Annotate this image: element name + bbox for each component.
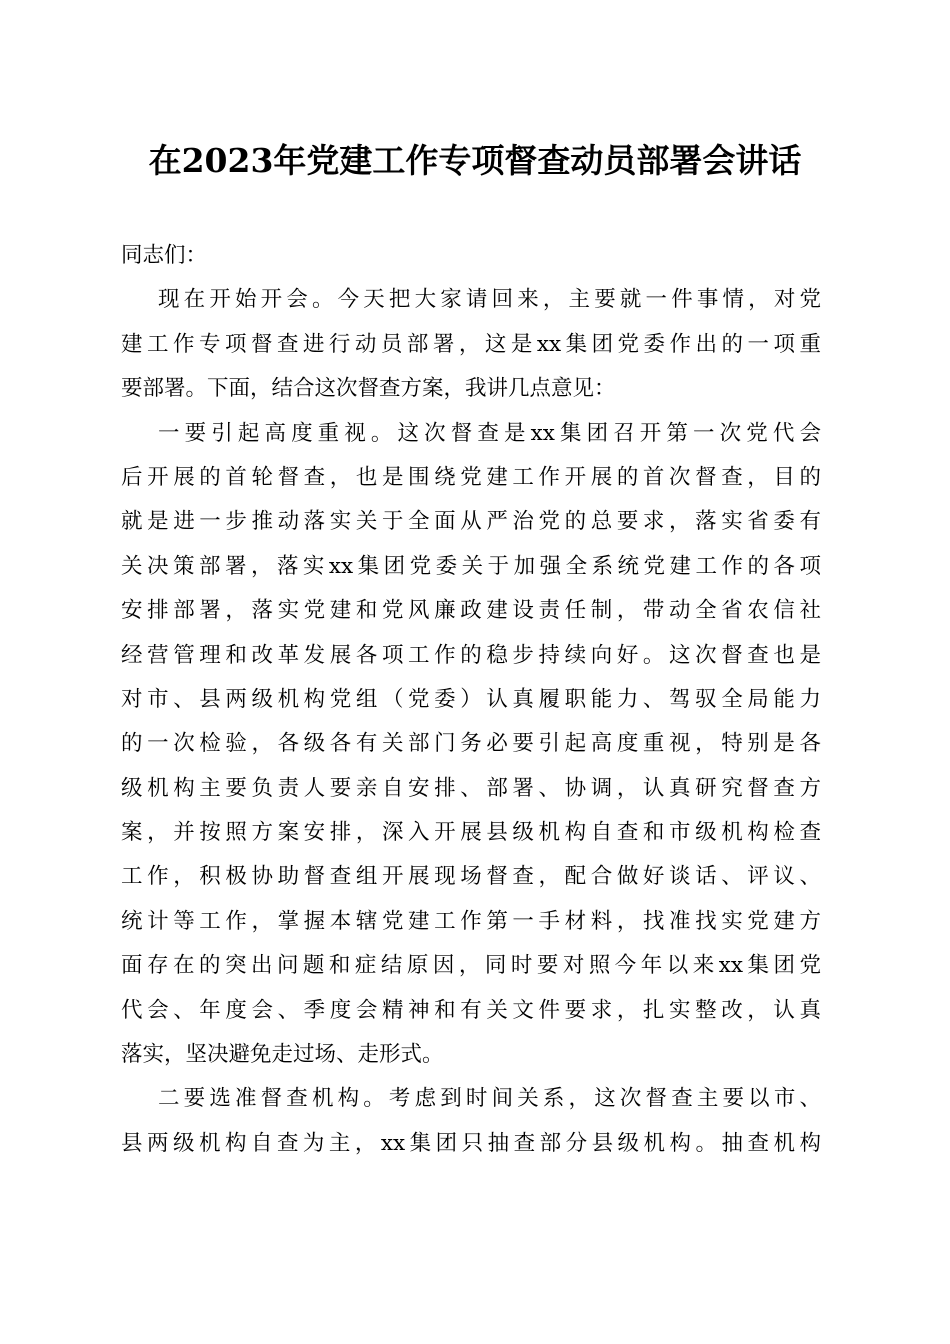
text-line: 二要选准督查机构。考虑到时间关系，这次督查主要以市、	[158, 1086, 821, 1112]
text-line: 落实，坚决避免走过场、走形式。	[121, 1042, 444, 1068]
salutation: 同志们：	[121, 243, 208, 268]
text-line: 的一次检验，各级各有关部门务必要引起高度重视，特别是各	[121, 731, 821, 757]
text-line: 统计等工作，掌握本辖党建工作第一手材料，找准找实党建方	[121, 908, 821, 934]
text-line: 建工作专项督查进行动员部署，这是xx集团党委作出的一项重	[121, 331, 821, 357]
text-line: 工作，积极协助督查组开展现场督查，配合做好谈话、评议、	[121, 864, 821, 890]
text-line: 对市、县两级机构党组（党委）认真履职能力、驾驭全局能力	[121, 686, 821, 712]
text-line: 面存在的突出问题和症结原因，同时要对照今年以来xx集团党	[121, 953, 821, 979]
text-line: 一要引起高度重视。这次督查是xx集团召开第一次党代会	[158, 420, 821, 446]
text-line: 经营管理和改革发展各项工作的稳步持续向好。这次督查也是	[121, 642, 821, 668]
document-title: 在2023年党建工作专项督查动员部署会讲话	[148, 141, 802, 180]
text-line: 关决策部署，落实xx集团党委关于加强全系统党建工作的各项	[121, 553, 821, 579]
text-line: 现在开始开会。今天把大家请回来，主要就一件事情，对党	[158, 287, 821, 313]
document-body	[121, 234, 821, 1166]
text-line: 代会、年度会、季度会精神和有关文件要求，扎实整改，认真	[121, 997, 821, 1023]
text-line: 就是进一步推动落实关于全面从严治党的总要求，落实省委有	[121, 509, 821, 535]
paragraph-lines	[121, 278, 821, 1166]
text-line: 县两级机构自查为主，xx集团只抽查部分县级机构。抽查机构	[121, 1130, 821, 1156]
text-line: 要部署。下面，结合这次督查方案，我讲几点意见：	[121, 376, 616, 402]
text-line: 后开展的首轮督查，也是围绕党建工作开展的首次督查，目的	[121, 464, 821, 490]
text-line: 级机构主要负责人要亲自安排、部署、协调，认真研究督查方	[121, 775, 821, 801]
text-line: 案，并按照方案安排，深入开展县级机构自查和市级机构检查	[121, 820, 821, 846]
text-line: 安排部署，落实党建和党风廉政建设责任制，带动全省农信社	[121, 598, 821, 624]
